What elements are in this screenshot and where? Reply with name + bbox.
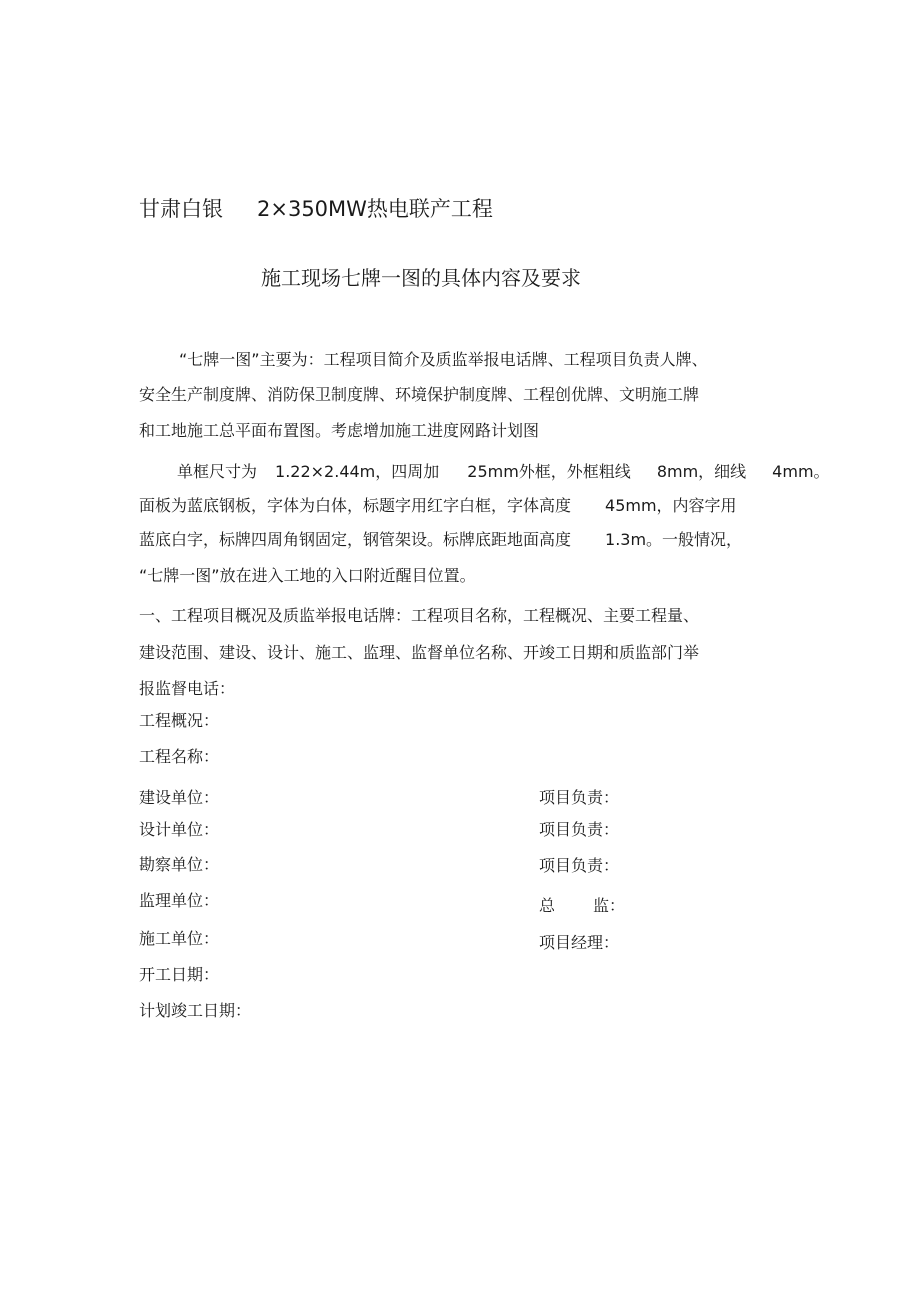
- field-builder-lead: 项目负责：: [539, 788, 620, 807]
- intro-line-3: 和工地施工总平面布置图。考虑增加施工进度网路计划图: [139, 421, 540, 440]
- field-builder: 建设单位：: [139, 788, 220, 807]
- field-survey-lead: 项目负责：: [539, 856, 620, 875]
- spec-line-3: [139, 530, 742, 550]
- spec-line-2: [139, 496, 737, 516]
- field-designer: 设计单位：: [139, 820, 220, 839]
- document-subtitle: 施工现场七牌一图的具体内容及要求: [261, 266, 581, 290]
- spec-text: 单框尺寸为: [177, 462, 258, 481]
- field-supervisor: 监理单位：: [139, 891, 220, 910]
- field-project-name: 工程名称：: [139, 747, 220, 766]
- spec-text: 45mm，内容字用: [605, 496, 737, 515]
- title-prefix: 甘肃白银: [139, 197, 223, 221]
- field-contractor: 施工单位：: [139, 929, 220, 948]
- section1-line-2: 建设范围、建设、设计、施工、监理、监督单位名称、开竣工日期和质监部门举: [139, 643, 700, 662]
- document-title: [139, 196, 493, 222]
- field-planned-finish: 计划竣工日期：: [139, 1001, 252, 1020]
- spec-text: 1.22×2.44m，四周加: [275, 462, 440, 481]
- chief-label-a: 总: [539, 896, 556, 915]
- spec-line-4: “七牌一图”放在进入工地的入口附近醒目位置。: [139, 566, 476, 585]
- spec-text: 25mm外框，外框粗线: [467, 462, 631, 481]
- spec-text: 4mm。: [772, 462, 830, 481]
- spec-text: 1.3m。一般情况，: [605, 530, 743, 549]
- field-survey: 勘察单位：: [139, 855, 220, 874]
- intro-line-1: “七牌一图”主要为：工程项目简介及质监举报电话牌、工程项目负责人牌、: [179, 350, 708, 369]
- field-project-manager: 项目经理：: [539, 933, 620, 952]
- intro-line-2: 安全生产制度牌、消防保卫制度牌、环境保护制度牌、工程创优牌、文明施工牌: [139, 385, 700, 404]
- chief-label-b: 监：: [593, 896, 626, 915]
- spec-line-1: [177, 462, 830, 482]
- spec-text: 8mm，细线: [656, 462, 747, 481]
- field-overview: 工程概况：: [139, 711, 220, 730]
- field-chief-supervisor: [539, 896, 625, 916]
- spec-text: 蓝底白字，标牌四周角钢固定，钢管架设。标牌底距地面高度: [139, 530, 572, 549]
- field-designer-lead: 项目负责：: [539, 820, 620, 839]
- spec-text: 面板为蓝底钢板，字体为白体，标题字用红字白框，字体高度: [139, 496, 572, 515]
- section1-line-3: 报监督电话：: [139, 679, 236, 698]
- section1-line-1: 一、工程项目概况及质监举报电话牌：工程项目名称，工程概况、主要工程量、: [139, 606, 700, 625]
- title-suffix: 2×350MW热电联产工程: [257, 197, 493, 221]
- field-start-date: 开工日期：: [139, 965, 220, 984]
